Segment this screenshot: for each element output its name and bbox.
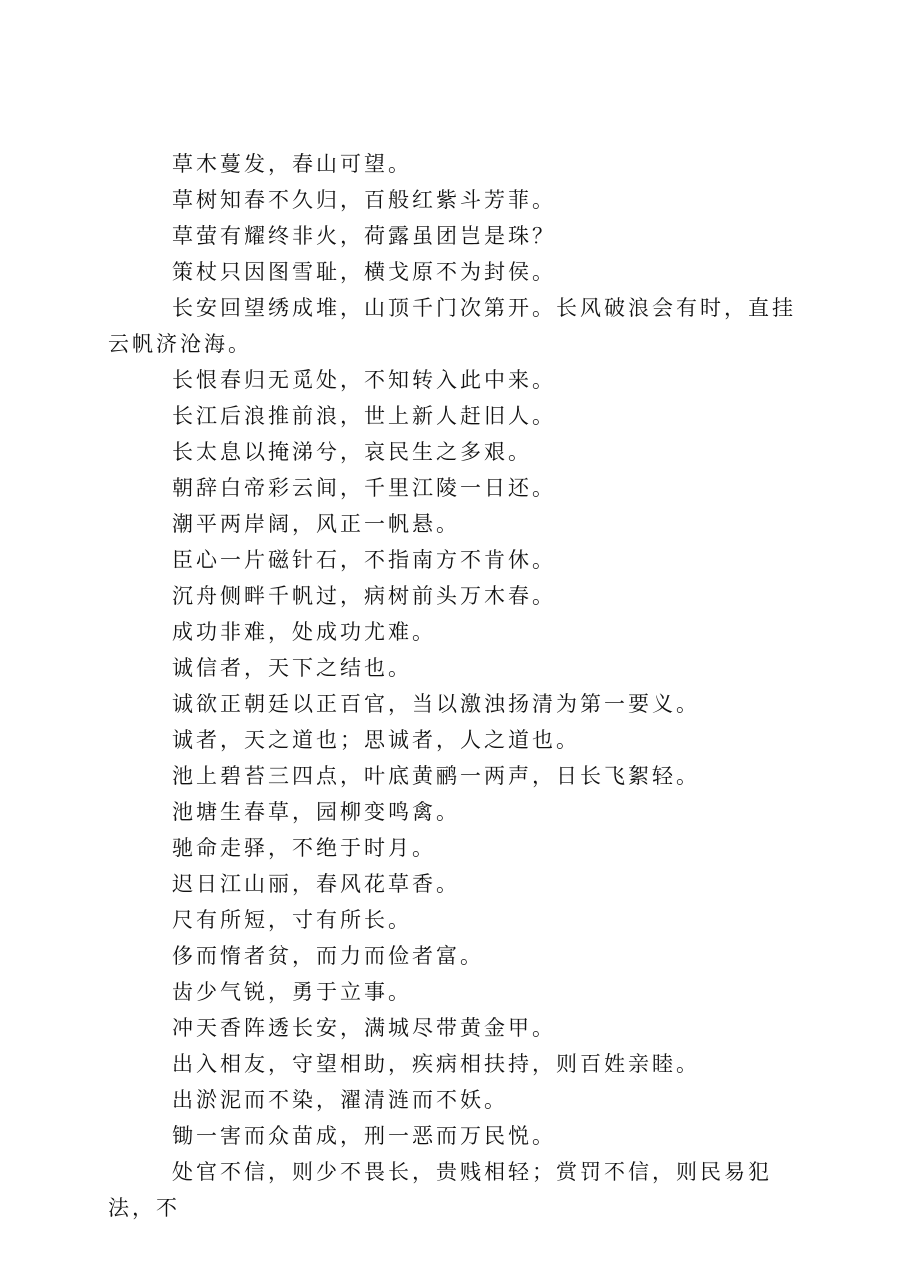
text-line: 策杖只因图雪耻，横戈原不为封侯。 bbox=[172, 260, 556, 284]
text-line: 迟日江山丽，春风花草香。 bbox=[172, 872, 460, 896]
text-line: 诚者，天之道也；思诚者，人之道也。 bbox=[172, 728, 580, 752]
text-line: 草萤有耀终非火，荷露虽团岂是珠？ bbox=[172, 224, 556, 248]
text-line: 成功非难，处成功尤难。 bbox=[172, 620, 436, 644]
text-line: 冲天香阵透长安，满城尽带黄金甲。 bbox=[172, 1016, 556, 1040]
text-line: 锄一害而众苗成，刑一恶而万民悦。 bbox=[172, 1124, 556, 1148]
text-line: 长恨春归无觅处，不知转入此中来。 bbox=[172, 368, 556, 392]
text-line: 臣心一片磁针石，不指南方不肯休。 bbox=[172, 548, 556, 572]
text-line: 处官不信，则少不畏长，贵贱相轻；赏罚不信，则民易犯法，不 bbox=[108, 1160, 772, 1220]
document-body bbox=[108, 146, 808, 1226]
text-line: 长安回望绣成堆，山顶千门次第开。长风破浪会有时，直挂云帆济沧海。 bbox=[108, 296, 796, 356]
text-line: 潮平两岸阔，风正一帆悬。 bbox=[172, 512, 460, 536]
text-line: 长太息以掩涕兮，哀民生之多艰。 bbox=[172, 440, 532, 464]
text-line: 出淤泥而不染，濯清涟而不妖。 bbox=[172, 1088, 508, 1112]
text-line: 侈而惰者贫，而力而俭者富。 bbox=[172, 944, 484, 968]
text-line: 池塘生春草，园柳变鸣禽。 bbox=[172, 800, 460, 824]
text-line: 驰命走驿，不绝于时月。 bbox=[172, 836, 436, 860]
text-line: 齿少气锐，勇于立事。 bbox=[172, 980, 412, 1004]
text-line: 尺有所短，寸有所长。 bbox=[172, 908, 412, 932]
text-line: 朝辞白帝彩云间，千里江陵一日还。 bbox=[172, 476, 556, 500]
text-line: 诚信者，天下之结也。 bbox=[172, 656, 412, 680]
text-line: 沉舟侧畔千帆过，病树前头万木春。 bbox=[172, 584, 556, 608]
text-line: 草树知春不久归，百般红紫斗芳菲。 bbox=[172, 188, 556, 212]
text-line: 长江后浪推前浪，世上新人赶旧人。 bbox=[172, 404, 556, 428]
text-line: 出入相友，守望相助，疾病相扶持，则百姓亲睦。 bbox=[172, 1052, 700, 1076]
text-line: 草木蔓发，春山可望。 bbox=[172, 152, 412, 176]
text-line: 诚欲正朝廷以正百官，当以激浊扬清为第一要义。 bbox=[172, 692, 700, 716]
text-line: 池上碧苔三四点，叶底黄鹂一两声，日长飞絮轻。 bbox=[172, 764, 700, 788]
